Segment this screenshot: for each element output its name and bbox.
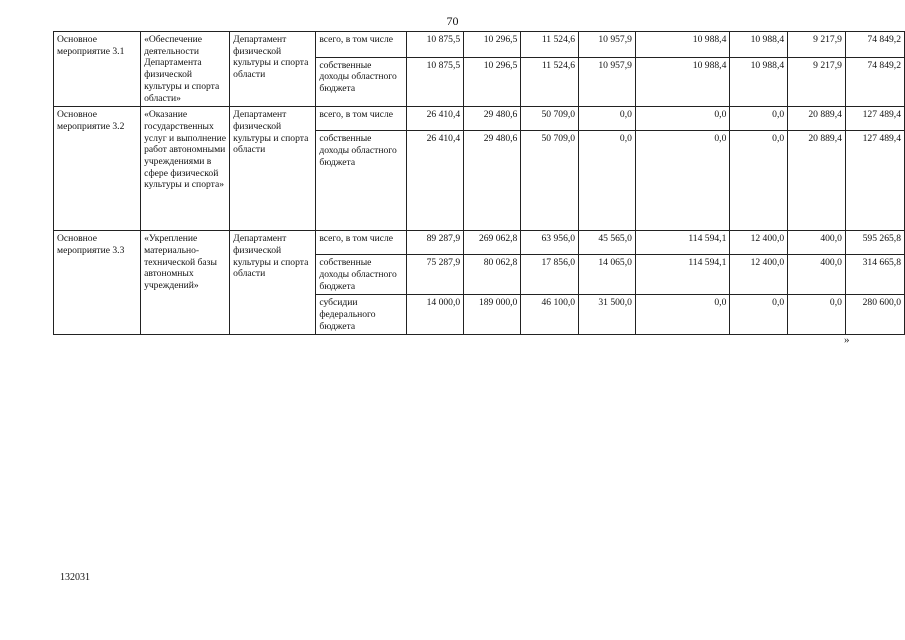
value-cell: 10 296,5 bbox=[464, 32, 521, 58]
total-cell: 74 849,2 bbox=[845, 57, 904, 106]
value-cell: 189 000,0 bbox=[464, 295, 521, 335]
total-cell: 595 265,8 bbox=[845, 231, 904, 255]
value-cell: 10 296,5 bbox=[464, 57, 521, 106]
value-cell: 400,0 bbox=[788, 255, 846, 295]
table-row bbox=[54, 107, 905, 131]
executor-cell: Департамент физической культуры и спорта области bbox=[230, 107, 316, 231]
budget-table bbox=[53, 31, 905, 335]
measure-title-cell: «Укрепление материально-технической базы автономных учреждений» bbox=[141, 231, 230, 335]
value-cell: 10 875,5 bbox=[407, 32, 464, 58]
value-cell: 400,0 bbox=[788, 231, 846, 255]
value-cell: 29 480,6 bbox=[464, 131, 521, 231]
closing-quote: » bbox=[844, 334, 850, 346]
value-cell: 10 875,5 bbox=[407, 57, 464, 106]
value-cell: 26 410,4 bbox=[407, 107, 464, 131]
table-row bbox=[54, 231, 905, 255]
value-cell: 10 988,4 bbox=[635, 32, 729, 58]
value-cell: 11 524,6 bbox=[521, 32, 579, 58]
value-cell: 0,0 bbox=[730, 131, 788, 231]
value-cell: 10 988,4 bbox=[635, 57, 729, 106]
measure-title-cell: «Оказание государственных услуг и выполнение работ автономными учреждениями в сфере физической культуры и спорта» bbox=[141, 107, 230, 231]
value-cell: 0,0 bbox=[579, 131, 636, 231]
value-cell: 63 956,0 bbox=[521, 231, 579, 255]
executor-cell: Департамент физической культуры и спорта области bbox=[230, 231, 316, 335]
measure-cell: Основное мероприятие 3.1 bbox=[54, 32, 141, 107]
value-cell: 80 062,8 bbox=[464, 255, 521, 295]
value-cell: 50 709,0 bbox=[521, 107, 579, 131]
value-cell: 9 217,9 bbox=[788, 57, 846, 106]
value-cell: 26 410,4 bbox=[407, 131, 464, 231]
value-cell: 114 594,1 bbox=[635, 255, 729, 295]
source-cell: всего, в том числе bbox=[316, 231, 407, 255]
value-cell: 10 957,9 bbox=[579, 57, 636, 106]
measure-cell: Основное мероприятие 3.3 bbox=[54, 231, 141, 335]
total-cell: 127 489,4 bbox=[845, 131, 904, 231]
value-cell: 20 889,4 bbox=[788, 131, 846, 231]
measure-title-cell: «Обеспечение деятельности Департамента физической культуры и спорта области» bbox=[141, 32, 230, 107]
value-cell: 20 889,4 bbox=[788, 107, 846, 131]
value-cell: 12 400,0 bbox=[730, 255, 788, 295]
value-cell: 10 988,4 bbox=[730, 57, 788, 106]
value-cell: 31 500,0 bbox=[579, 295, 636, 335]
value-cell: 114 594,1 bbox=[635, 231, 729, 255]
page-number: 70 bbox=[446, 14, 459, 28]
value-cell: 14 000,0 bbox=[407, 295, 464, 335]
value-cell: 29 480,6 bbox=[464, 107, 521, 131]
table-row bbox=[54, 32, 905, 58]
value-cell: 0,0 bbox=[635, 107, 729, 131]
value-cell: 45 565,0 bbox=[579, 231, 636, 255]
total-cell: 280 600,0 bbox=[845, 295, 904, 335]
executor-cell: Департамент физической культуры и спорта области bbox=[230, 32, 316, 107]
source-cell: субсидии федерального бюджета bbox=[316, 295, 407, 335]
value-cell: 0,0 bbox=[635, 295, 729, 335]
value-cell: 0,0 bbox=[579, 107, 636, 131]
total-cell: 74 849,2 bbox=[845, 32, 904, 58]
total-cell: 314 665,8 bbox=[845, 255, 904, 295]
value-cell: 9 217,9 bbox=[788, 32, 846, 58]
source-cell: всего, в том числе bbox=[316, 32, 407, 58]
value-cell: 75 287,9 bbox=[407, 255, 464, 295]
value-cell: 10 957,9 bbox=[579, 32, 636, 58]
total-cell: 127 489,4 bbox=[845, 107, 904, 131]
document-code: 132031 bbox=[60, 572, 90, 583]
value-cell: 0,0 bbox=[730, 107, 788, 131]
value-cell: 17 856,0 bbox=[521, 255, 579, 295]
value-cell: 46 100,0 bbox=[521, 295, 579, 335]
value-cell: 269 062,8 bbox=[464, 231, 521, 255]
source-cell: собственные доходы областного бюджета bbox=[316, 57, 407, 106]
value-cell: 14 065,0 bbox=[579, 255, 636, 295]
measure-cell: Основное мероприятие 3.2 bbox=[54, 107, 141, 231]
value-cell: 0,0 bbox=[730, 295, 788, 335]
source-cell: всего, в том числе bbox=[316, 107, 407, 131]
source-cell: собственные доходы областного бюджета bbox=[316, 255, 407, 295]
value-cell: 0,0 bbox=[788, 295, 846, 335]
value-cell: 10 988,4 bbox=[730, 32, 788, 58]
value-cell: 50 709,0 bbox=[521, 131, 579, 231]
value-cell: 89 287,9 bbox=[407, 231, 464, 255]
value-cell: 11 524,6 bbox=[521, 57, 579, 106]
source-cell: собственные доходы областного бюджета bbox=[316, 131, 407, 231]
value-cell: 12 400,0 bbox=[730, 231, 788, 255]
value-cell: 0,0 bbox=[635, 131, 729, 231]
